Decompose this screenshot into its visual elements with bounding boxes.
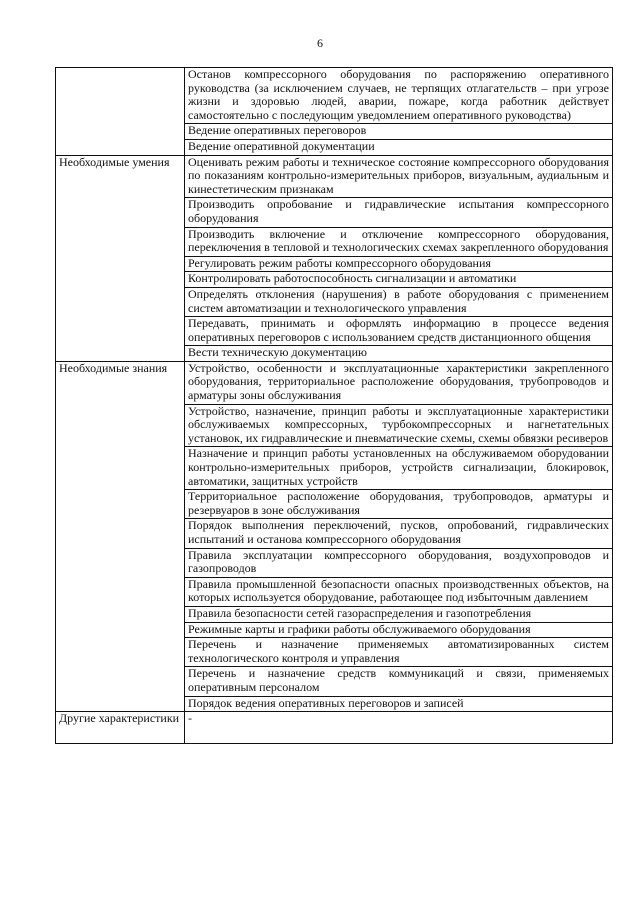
table-row <box>56 155 613 198</box>
table-cell: Устройство, особенности и эксплуатационные характеристики закрепленного оборудования, территориальное расположение оборудования, трубопроводов и арматуры зоны обслуживания <box>185 361 613 404</box>
section-label: Необходимые знания <box>56 361 185 711</box>
table-cell: Регулировать режим работы компрессорного оборудования <box>185 256 613 272</box>
table-cell: Ведение оперативной документации <box>185 139 613 155</box>
qualification-table <box>55 67 613 744</box>
table-cell: Контролировать работоспособность сигнализации и автоматики <box>185 272 613 288</box>
table-cell: Перечень и назначение средств коммуникаций и связи, применяемых оперативным персоналом <box>185 667 613 696</box>
table-cell: Производить включение и отключение компрессорного оборудования, переключения в тепловой и технологических схемах закрепленного оборудования <box>185 227 613 256</box>
table-cell: Правила промышленной безопасности опасных производственных объектов, на которых используется оборудование, работающее под избыточным давлением <box>185 577 613 606</box>
table-cell: Производить опробование и гидравлические испытания компрессорного оборудования <box>185 198 613 227</box>
table-row <box>56 712 613 744</box>
section-label: Необходимые умения <box>56 155 185 361</box>
table-row <box>56 361 613 404</box>
section-label <box>56 68 185 156</box>
table-cell: Правила эксплуатации компрессорного оборудования, воздухопроводов и газопроводов <box>185 548 613 577</box>
section-label: Другие характеристики <box>56 712 185 744</box>
table-cell: Режимные карты и графики работы обслуживаемого оборудования <box>185 622 613 638</box>
table-cell: Определять отклонения (нарушения) в работе оборудования с применением систем автоматизации и технологического управления <box>185 287 613 316</box>
table-cell: Перечень и назначение применяемых автоматизированных систем технологического контроля и управления <box>185 638 613 667</box>
table-cell: Порядок ведения оперативных переговоров и записей <box>185 696 613 712</box>
table-cell: Территориальное расположение оборудования, трубопроводов, арматуры и резервуаров в зоне обслуживания <box>185 490 613 519</box>
table-cell: Вести техническую документацию <box>185 346 613 362</box>
table-cell: Оценивать режим работы и техническое состояние компрессорного оборудования по показаниям контрольно-измерительных приборов, визуальным, аудиальным и кинестетическим признакам <box>185 155 613 198</box>
table-cell: Правила безопасности сетей газораспределения и газопотребления <box>185 606 613 622</box>
table-cell: Передавать, принимать и оформлять информацию в процессе ведения оперативных переговоров с использованием средств дистанционного общения <box>185 317 613 346</box>
table-cell: Останов компрессорного оборудования по распоряжению оперативного руководства (за исключением случаев, не терпящих отлагательств – при угрозе жизни и здоровью людей, аварии, пожаре, когда работник действует самостоятельно с последующим уведомлением оперативного руководства) <box>185 68 613 124</box>
table-row <box>56 68 613 124</box>
table-cell: Устройство, назначение, принцип работы и эксплуатационные характеристики обслуживаемых компрессорных, турбокомпрессорных и нагнетательных установок, их гидравлические и пневматические схемы, схемы обвязки ресиверов <box>185 404 613 447</box>
table-cell: Ведение оперативных переговоров <box>185 124 613 140</box>
table-cell: Порядок выполнения переключений, пусков, опробований, гидравлических испытаний и останова компрессорного оборудования <box>185 519 613 548</box>
table-cell: - <box>185 712 613 744</box>
table-cell: Назначение и принцип работы установленных на обслуживаемом оборудовании контрольно-измерительных приборов, устройств сигнализации, блокировок, автоматики, защитных устройств <box>185 447 613 490</box>
page-number: 6 <box>317 36 323 50</box>
